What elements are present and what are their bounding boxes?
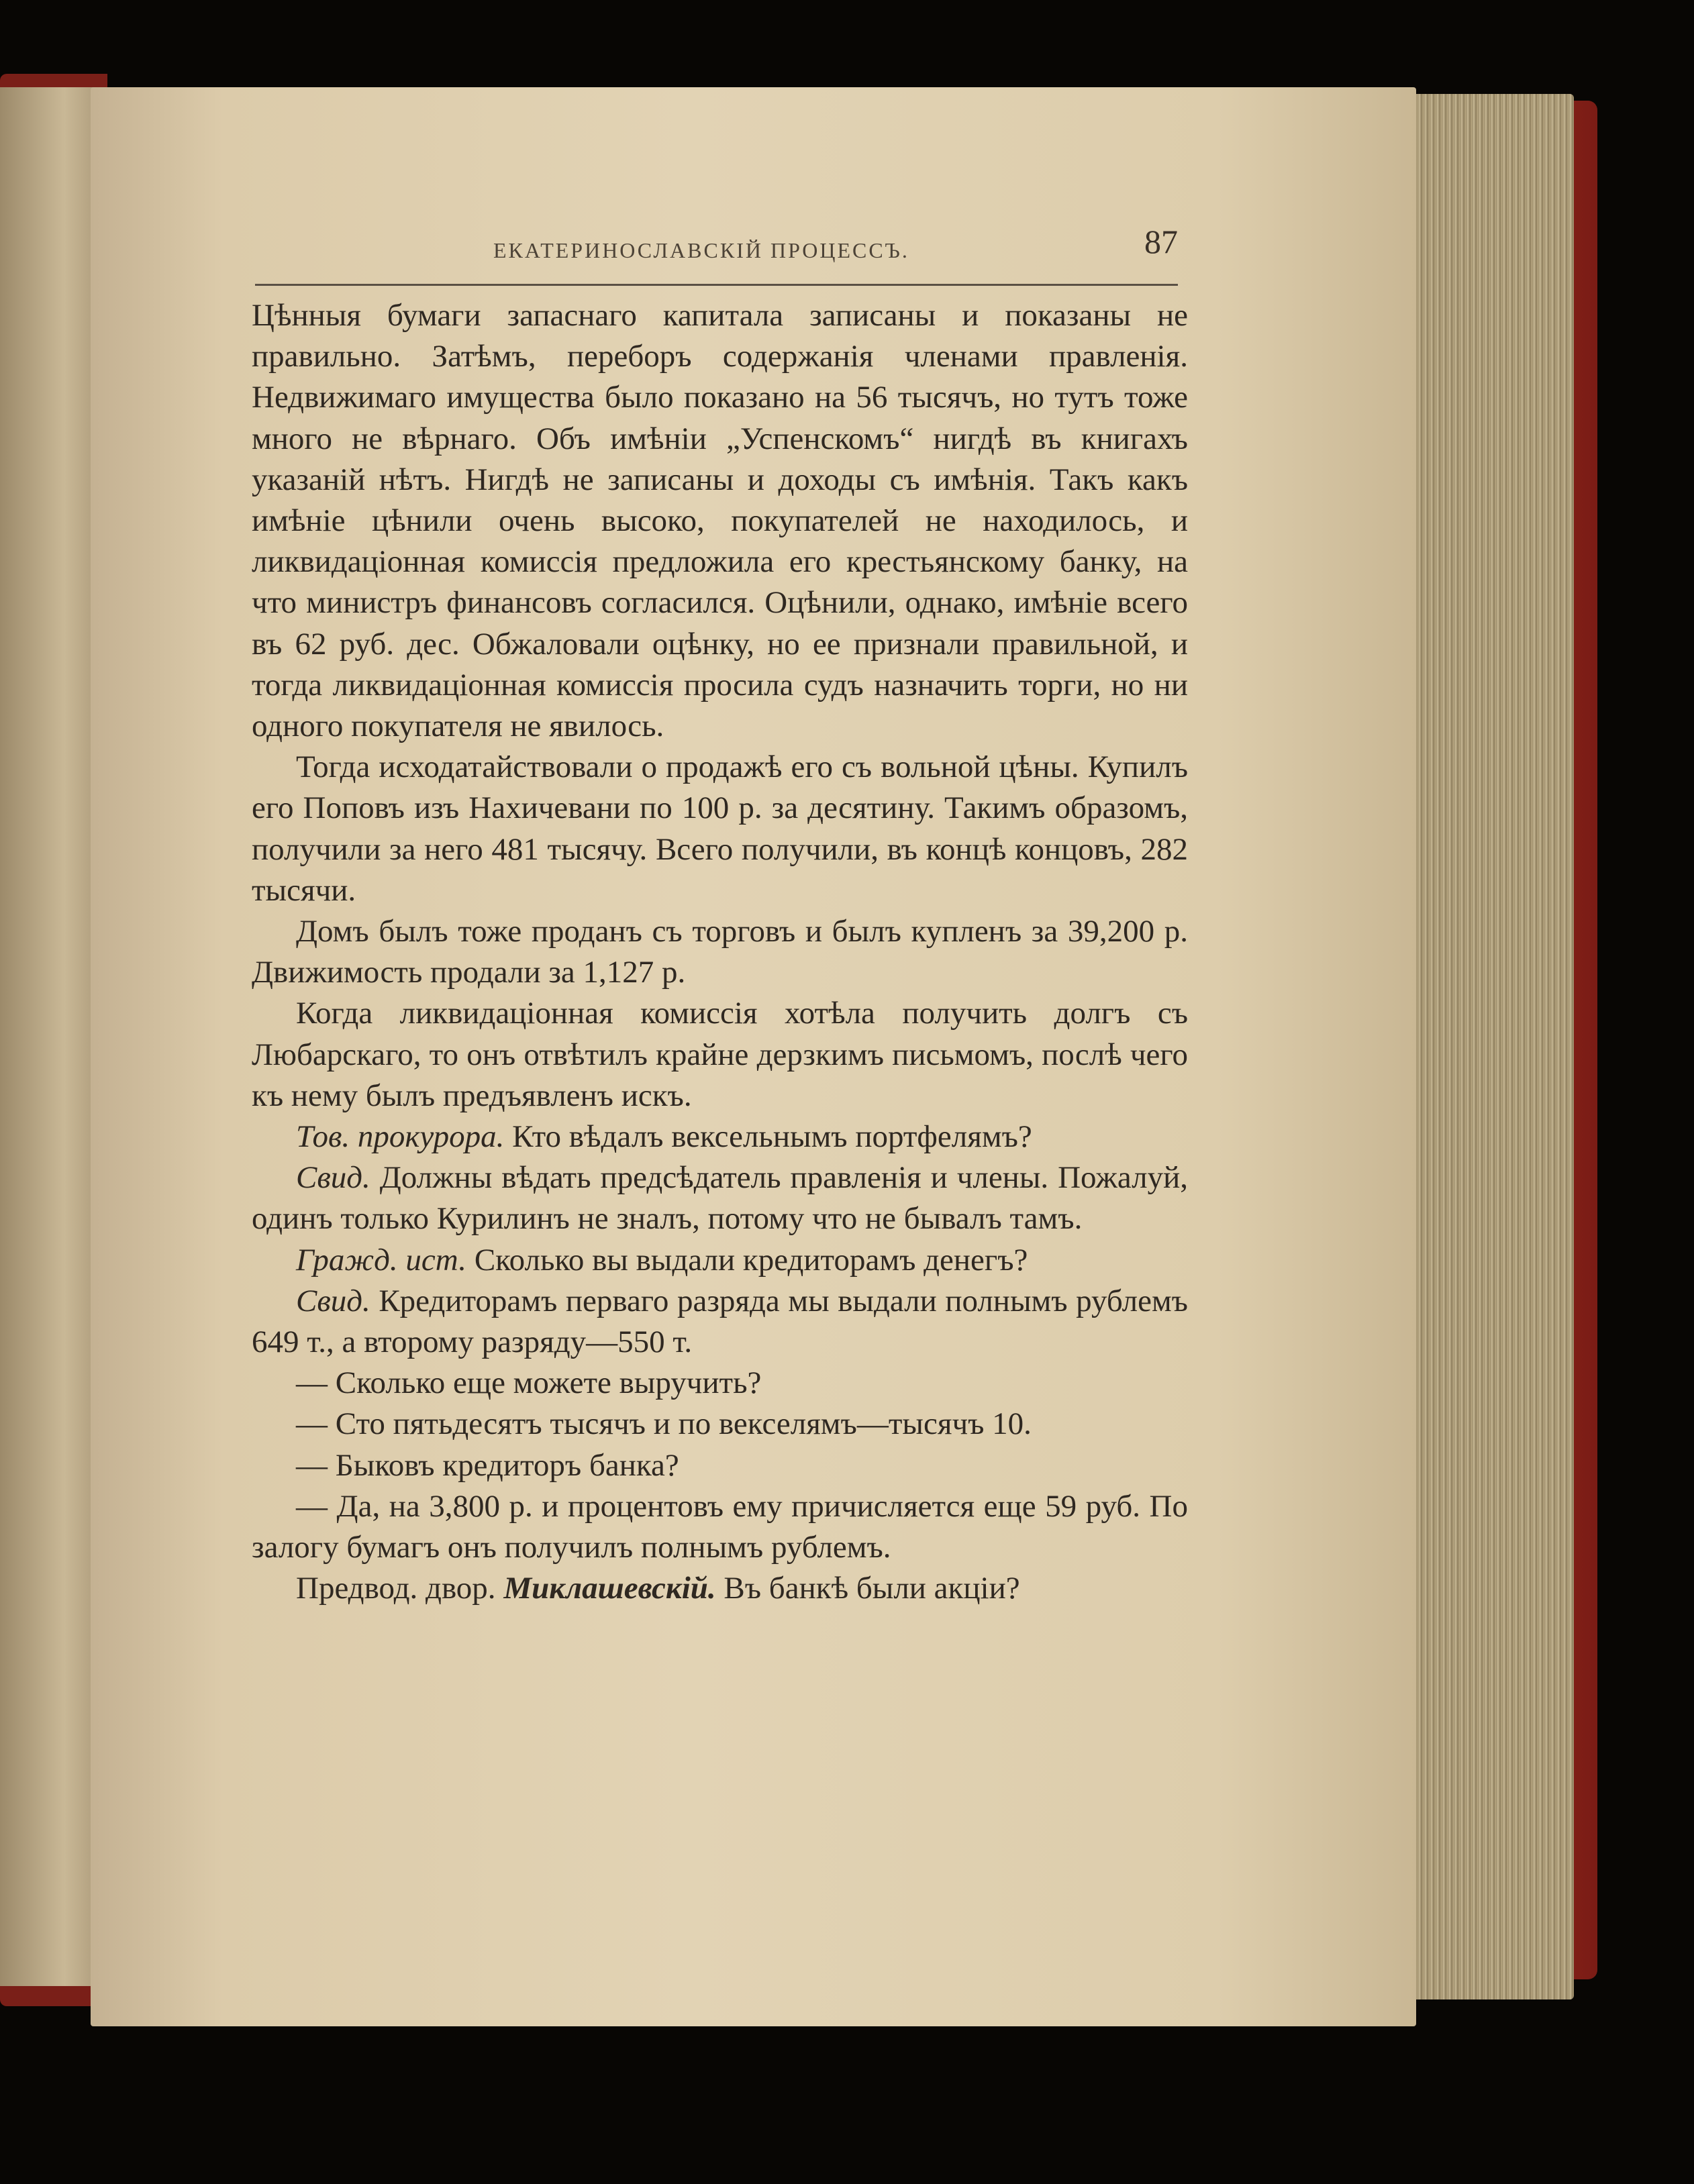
speaker-label: Тов. прокурора. <box>296 1119 505 1155</box>
dialogue-line: Предвод. двор. Миклашевскій. Въ банкѣ были акціи? <box>296 1571 1020 1606</box>
speaker-label: Миклашевскій. <box>503 1571 716 1606</box>
paragraph: Домъ былъ тоже проданъ съ торговъ и былъ купленъ за 39,200 р. Движимость продали за 1,127 р. <box>252 914 1188 990</box>
speaker-label: Гражд. ист. <box>296 1242 467 1278</box>
paragraph: Цѣнныя бумаги запаснаго капитала записаны и показаны не правильно. Затѣмъ, переборъ содержанія членами правленія. Недвижимаго имущества было показано на 56 тысячъ, но тутъ тоже много не вѣрнаго. Объ имѣніи „Успенскомъ“ нигдѣ въ книгахъ указаній нѣтъ. Нигдѣ не записаны и доходы съ имѣнія. Такъ какъ имѣніе цѣнили очень высоко, покупателей не находилось, и ликвидаціонная комиссія предложила его крестьянскому банку, на что министръ финансовъ согласился. Оцѣнили, однако, имѣніе всего въ 62 руб. дес. Обжаловали оцѣнку, но ее признали правильной, и тогда ликвидаціонная комиссія просила судъ назначить торги, но ни одного покупателя не явилось. <box>252 298 1188 744</box>
dialogue-line: — Да, на 3,800 р. и процентовъ ему причисляется еще 59 руб. По залогу бумагъ онъ получилъ полнымъ рублемъ. <box>252 1488 1188 1565</box>
page-number: 87 <box>1144 223 1178 260</box>
paragraph: Тогда исходатайствовали о продажѣ его съ вольной цѣны. Купилъ его Поповъ изъ Нахичевани по 100 р. за десятину. Такимъ образомъ, получили за него 481 тысячу. Всего получили, въ концѣ концовъ, 282 тысячи. <box>252 749 1188 908</box>
page-header <box>255 218 1178 272</box>
dialogue-line: Тов. прокурора. Кто вѣдалъ вексельнымъ портфелямъ? <box>296 1119 1032 1155</box>
speaker-prefix: Предвод. двор. <box>296 1571 496 1606</box>
running-title: ЕКАТЕРИНОСЛАВСКІЙ ПРОЦЕССЪ. <box>493 238 909 262</box>
dialogue-line: Свид. Должны вѣдать предсѣдатель правленія и члены. Пожалуй, одинъ только Курилинъ не зналъ, потому что не бывалъ тамъ. <box>252 1160 1188 1237</box>
paragraph: Когда ликвидаціонная комиссія хотѣла получить долгъ съ Любарскаго, то онъ отвѣтилъ крайне дерзкимъ письмомъ, послѣ чего къ нему былъ предъявленъ искъ. <box>252 996 1188 1113</box>
body-text <box>252 295 1188 1610</box>
page-block-edges <box>1399 94 1574 1999</box>
header-rule <box>255 284 1178 286</box>
dialogue-line: — Быковъ кредиторъ банка? <box>296 1447 679 1483</box>
dialogue-line: — Сто пятьдесятъ тысячъ и по векселямъ—тысячъ 10. <box>296 1406 1032 1442</box>
dialogue-line: Свид. Кредиторамъ перваго разряда мы выдали полнымъ рублемъ 649 т., а второму разряду—550 т. <box>252 1283 1188 1360</box>
dialogue-line: — Сколько еще можете выручить? <box>296 1365 762 1401</box>
dialogue-line: Гражд. ист. Сколько вы выдали кредиторамъ денегъ? <box>296 1242 1028 1278</box>
speaker-label: Свид. <box>296 1283 370 1318</box>
speaker-label: Свид. <box>296 1160 370 1196</box>
